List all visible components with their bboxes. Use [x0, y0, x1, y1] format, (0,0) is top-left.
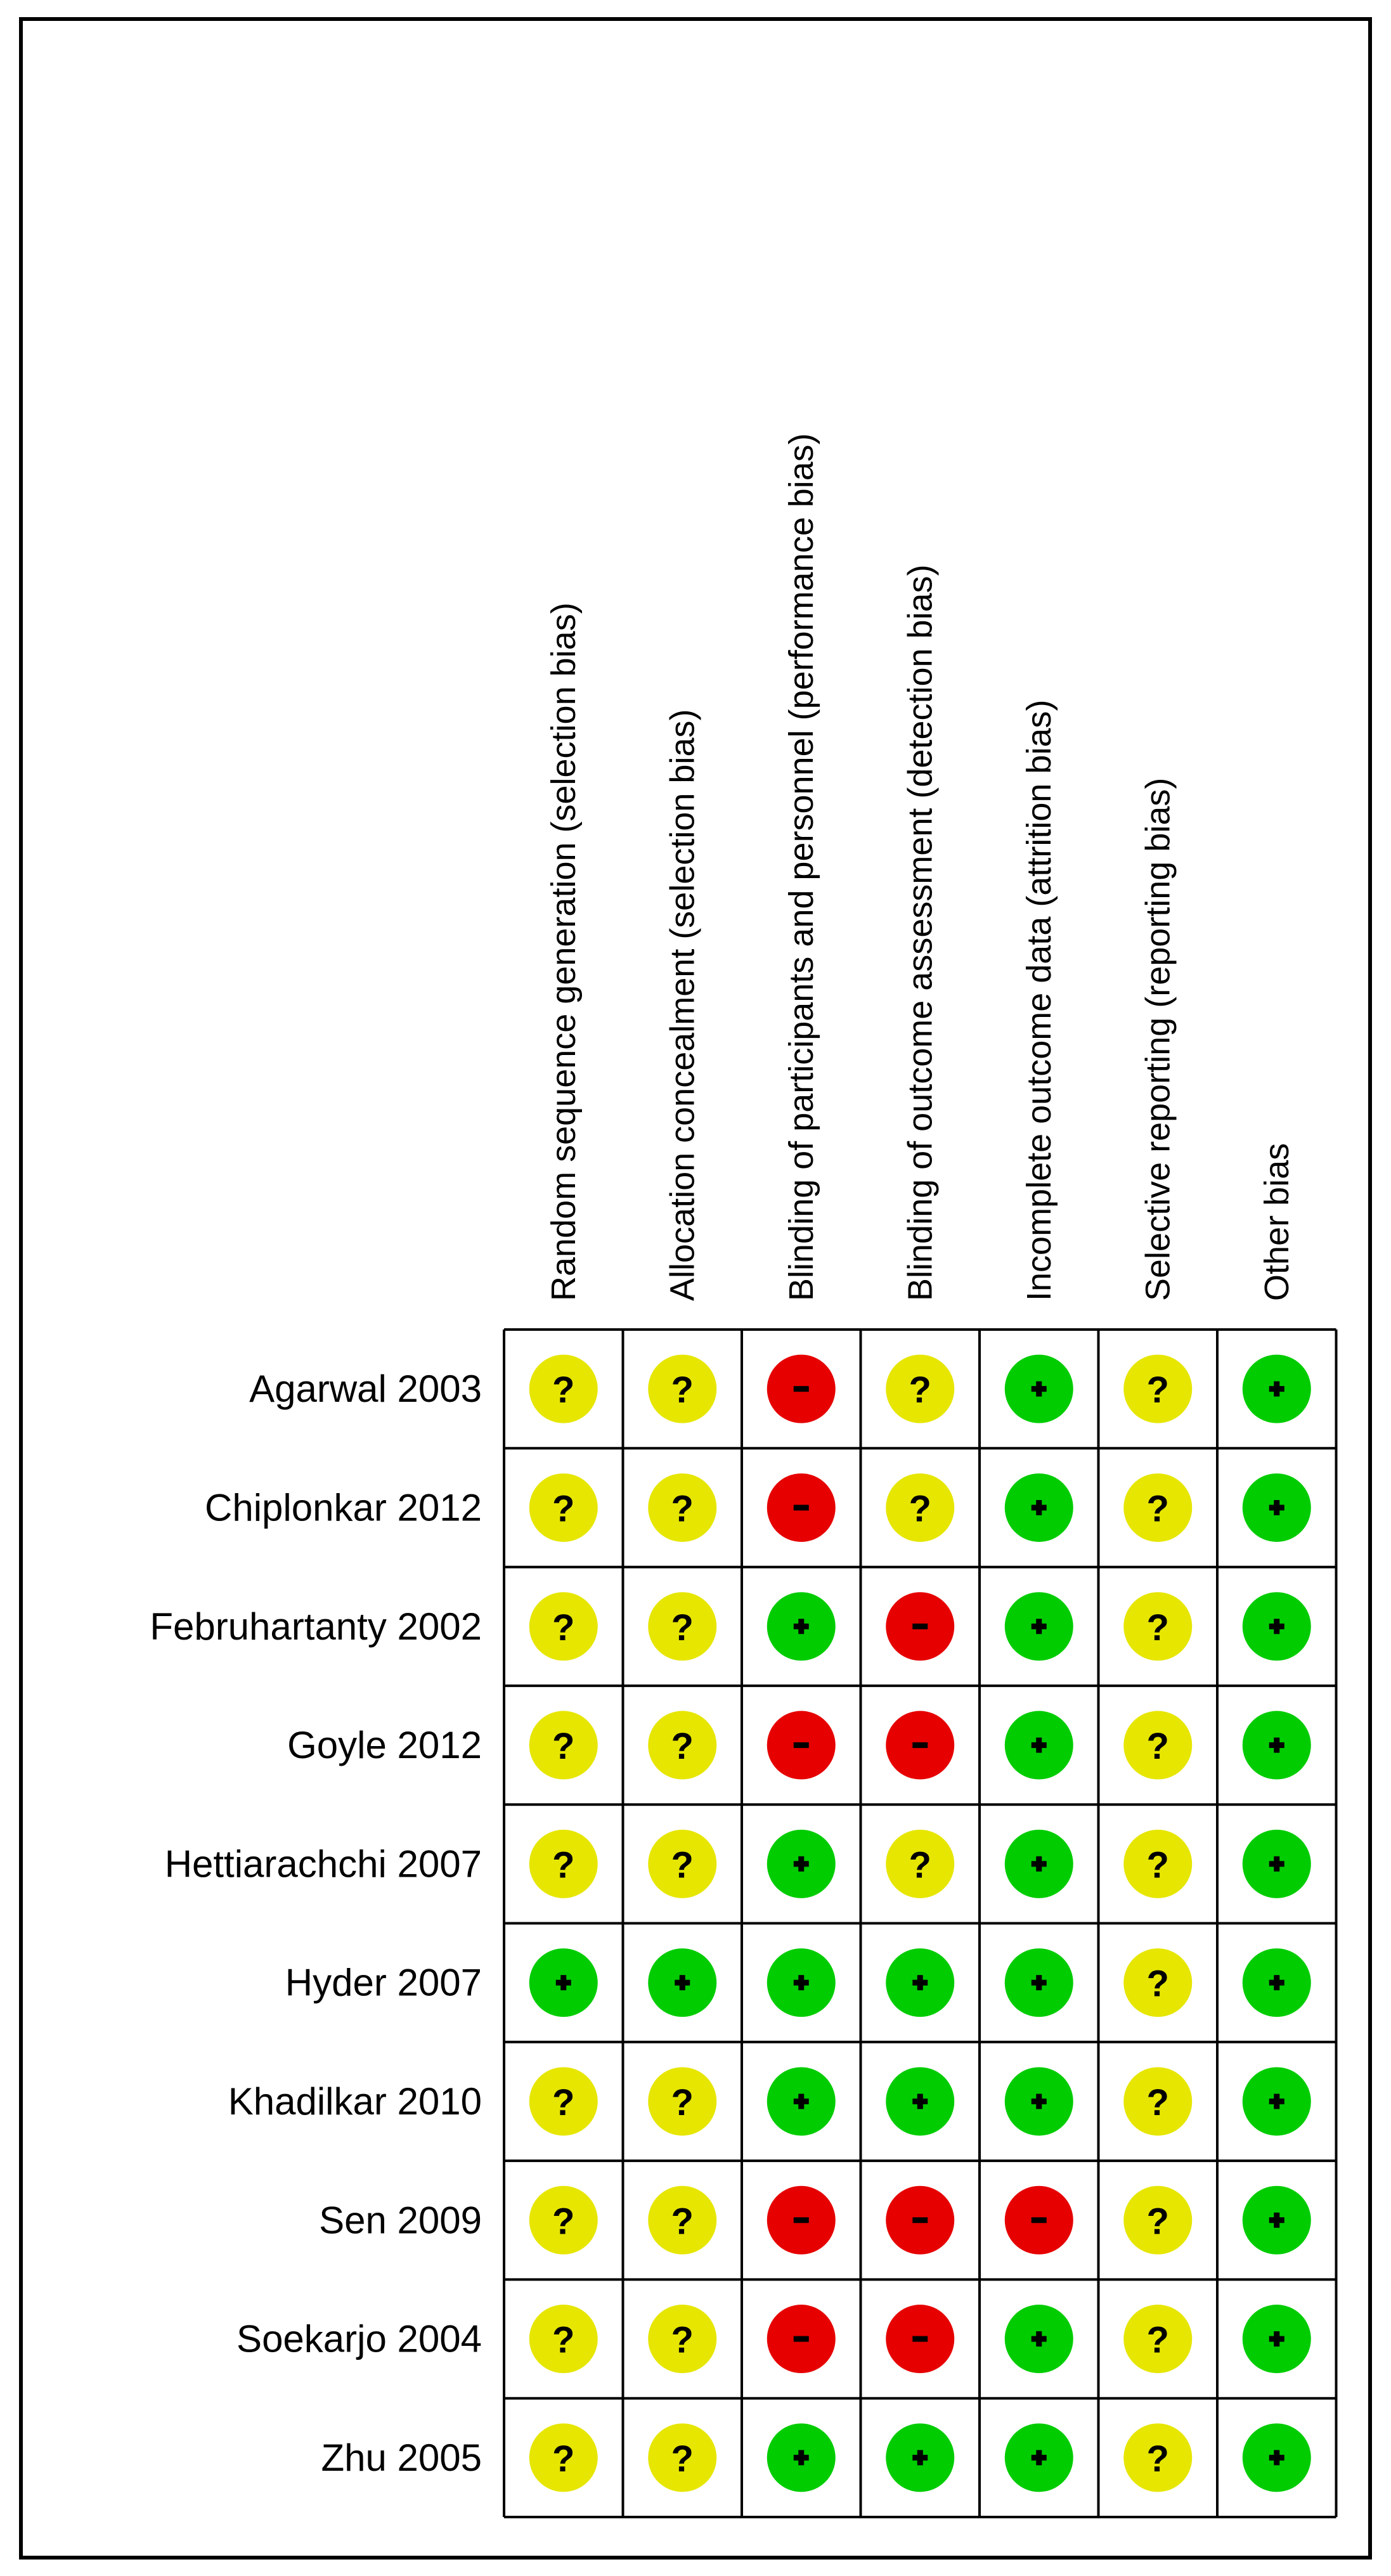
unclear-risk-symbol: ? [552, 1607, 575, 1648]
plus-symbol-stem [798, 1856, 804, 1872]
plus-symbol-stem [798, 2450, 804, 2465]
unclear-risk-symbol: ? [1146, 1963, 1169, 2005]
plus-symbol-stem [1036, 1500, 1042, 1515]
study-label: Februhartanty 2002 [150, 1605, 482, 1648]
unclear-risk-symbol: ? [671, 1369, 694, 1411]
plus-symbol-stem [1036, 1975, 1042, 1990]
minus-symbol-bar [912, 1742, 928, 1748]
plus-symbol-stem [1036, 2450, 1042, 2465]
plus-symbol-stem [1274, 1856, 1279, 1872]
unclear-risk-symbol: ? [671, 1607, 694, 1648]
unclear-risk-symbol: ? [671, 1488, 694, 1530]
minus-symbol-bar [794, 1386, 809, 1392]
minus-symbol-bar [1032, 2217, 1047, 2223]
minus-symbol-bar [794, 1505, 809, 1510]
domain-header: Random sequence generation (selection bias) [544, 602, 583, 1301]
unclear-risk-symbol: ? [552, 1488, 575, 1530]
plus-symbol-stem [1274, 2450, 1279, 2465]
unclear-risk-symbol: ? [909, 1369, 931, 1411]
minus-symbol-bar [794, 2336, 809, 2342]
study-label: Goyle 2012 [287, 1724, 482, 1767]
minus-symbol-bar [912, 1624, 928, 1629]
plus-symbol-stem [1036, 2094, 1042, 2109]
domain-header: Incomplete outcome data (attrition bias) [1019, 699, 1058, 1301]
study-label: Agarwal 2003 [249, 1368, 482, 1411]
minus-symbol-bar [912, 2336, 928, 2342]
study-label: Soekarjo 2004 [236, 2317, 482, 2360]
plus-symbol-stem [1274, 1619, 1279, 1634]
unclear-risk-symbol: ? [1146, 2438, 1169, 2480]
study-label: Zhu 2005 [321, 2436, 482, 2479]
plus-symbol-stem [1036, 1382, 1042, 1397]
domain-header: Selective reporting (reporting bias) [1139, 777, 1177, 1301]
plus-symbol-stem [917, 1975, 923, 1990]
unclear-risk-symbol: ? [1146, 2201, 1169, 2243]
minus-symbol-bar [794, 2217, 809, 2223]
domain-header: Allocation concealment (selection bias) [663, 709, 702, 1301]
plus-symbol-stem [1036, 1619, 1042, 1634]
plus-symbol-stem [1036, 1738, 1042, 1753]
unclear-risk-symbol: ? [671, 1844, 694, 1886]
minus-symbol-bar [794, 1742, 809, 1748]
unclear-risk-symbol: ? [552, 2438, 575, 2480]
unclear-risk-symbol: ? [1146, 2319, 1169, 2361]
study-label: Hettiarachchi 2007 [164, 1842, 482, 1886]
unclear-risk-symbol: ? [1146, 1607, 1169, 1648]
unclear-risk-symbol: ? [552, 1844, 575, 1886]
plus-symbol-stem [1274, 1738, 1279, 1753]
unclear-risk-symbol: ? [552, 1726, 575, 1768]
domain-header: Blinding of outcome assessment (detection bias) [901, 564, 940, 1301]
unclear-risk-symbol: ? [1146, 1369, 1169, 1411]
study-label: Khadilkar 2010 [228, 2080, 482, 2123]
unclear-risk-symbol: ? [909, 1488, 931, 1530]
plus-symbol-stem [1274, 2331, 1279, 2346]
plus-symbol-stem [1036, 1856, 1042, 1872]
unclear-risk-symbol: ? [671, 2438, 694, 2480]
plus-symbol-stem [1274, 2213, 1279, 2228]
unclear-risk-symbol: ? [909, 1844, 931, 1886]
unclear-risk-symbol: ? [1146, 1726, 1169, 1768]
unclear-risk-symbol: ? [671, 2201, 694, 2243]
unclear-risk-symbol: ? [671, 1726, 694, 1768]
study-label: Hyder 2007 [285, 1961, 482, 2004]
plus-symbol-stem [798, 1619, 804, 1634]
unclear-risk-symbol: ? [1146, 1488, 1169, 1530]
study-label: Chiplonkar 2012 [205, 1486, 482, 1529]
plus-symbol-stem [798, 1975, 804, 1990]
plus-symbol-stem [917, 2094, 923, 2109]
minus-symbol-bar [912, 2217, 928, 2223]
unclear-risk-symbol: ? [552, 1369, 575, 1411]
plus-symbol-stem [798, 2094, 804, 2109]
unclear-risk-symbol: ? [1146, 2081, 1169, 2123]
plus-symbol-stem [560, 1975, 566, 1990]
plus-symbol-stem [1036, 2331, 1042, 2346]
study-label: Sen 2009 [319, 2199, 482, 2242]
plus-symbol-stem [1274, 1500, 1279, 1515]
unclear-risk-symbol: ? [1146, 1844, 1169, 1886]
domain-header: Blinding of participants and personnel (performance bias) [782, 433, 820, 1301]
unclear-risk-symbol: ? [671, 2319, 694, 2361]
plus-symbol-stem [1274, 2094, 1279, 2109]
unclear-risk-symbol: ? [552, 2201, 575, 2243]
unclear-risk-symbol: ? [671, 2081, 694, 2123]
unclear-risk-symbol: ? [552, 2319, 575, 2361]
plus-symbol-stem [1274, 1382, 1279, 1397]
plus-symbol-stem [917, 2450, 923, 2465]
plus-symbol-stem [1274, 1975, 1279, 1990]
plus-symbol-stem [680, 1975, 685, 1990]
unclear-risk-symbol: ? [552, 2081, 575, 2123]
domain-header: Other bias [1257, 1142, 1296, 1301]
